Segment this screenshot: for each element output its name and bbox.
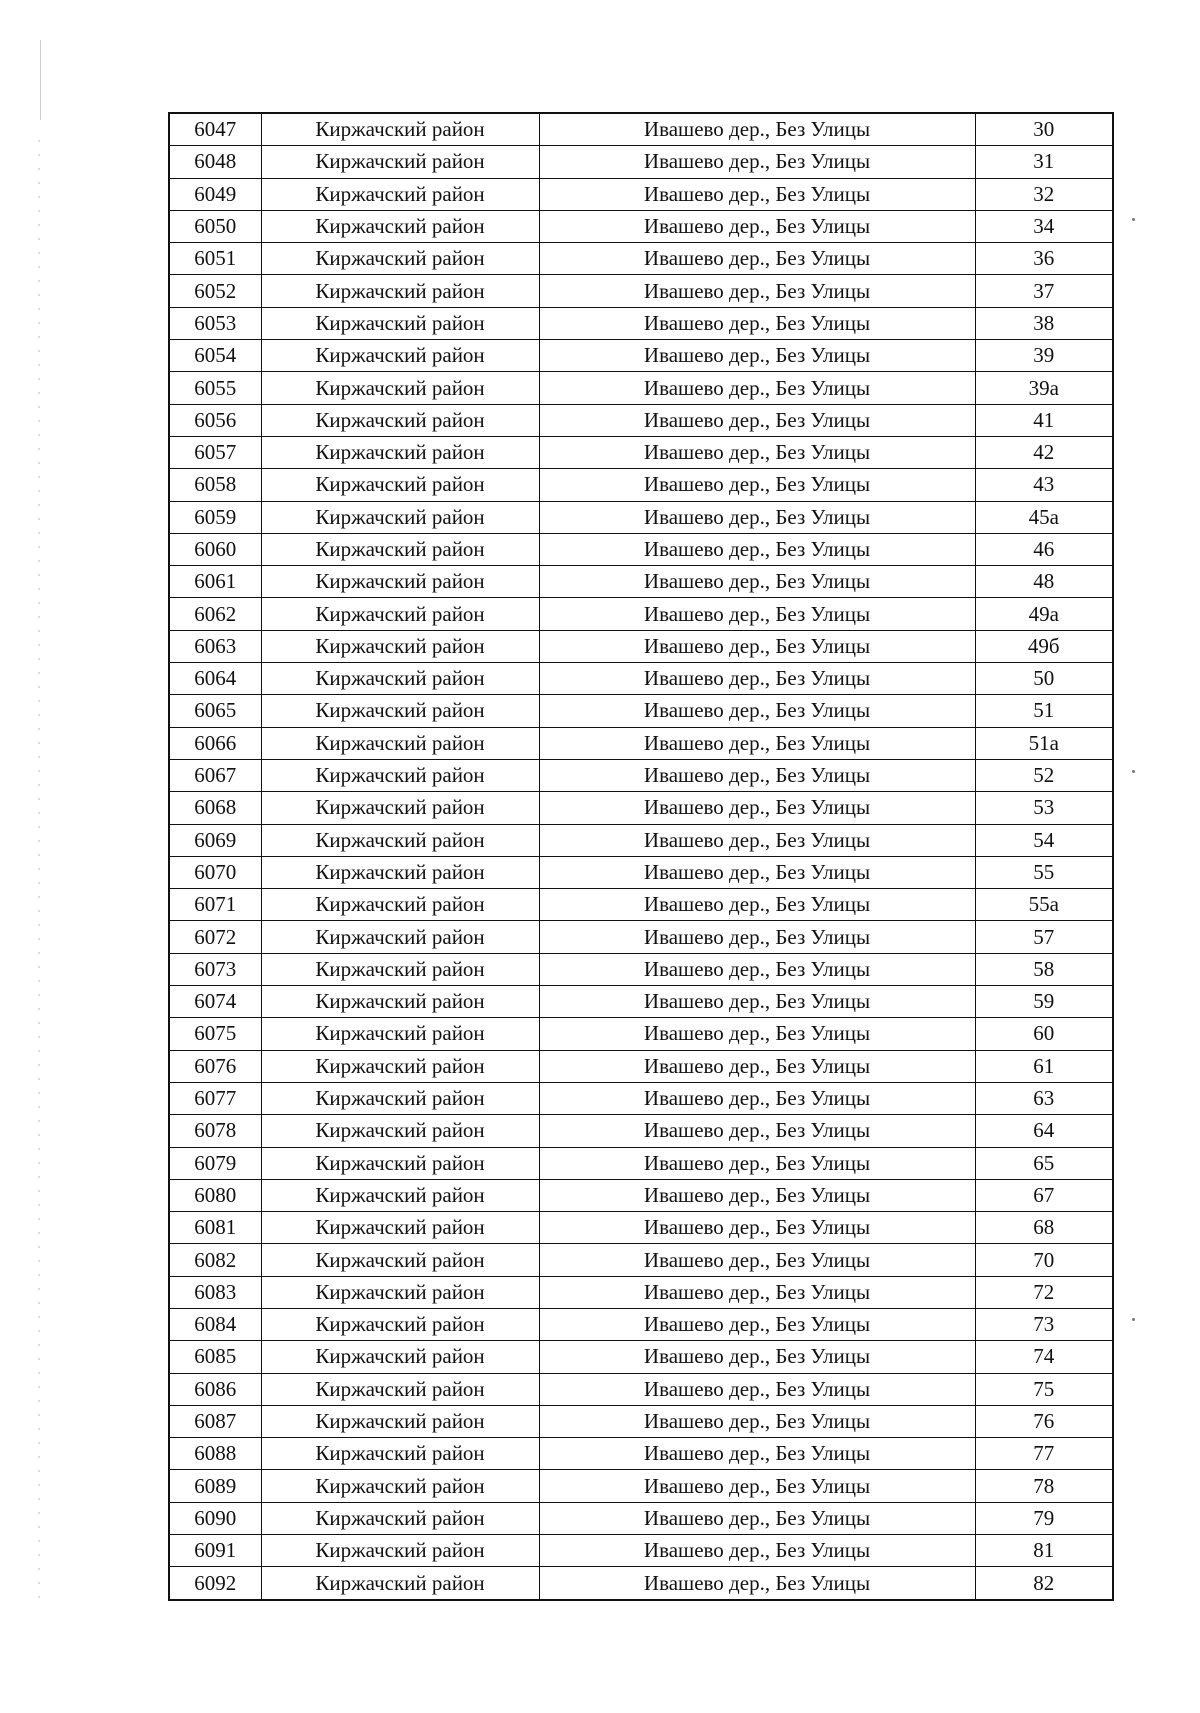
house-number-cell: 64 <box>975 1115 1113 1147</box>
address-cell: Ивашево дер., Без Улицы <box>539 1082 975 1114</box>
row-number-cell: 6078 <box>169 1115 261 1147</box>
district-cell: Киржачский район <box>261 210 539 242</box>
house-number-cell: 37 <box>975 275 1113 307</box>
house-number-cell: 75 <box>975 1373 1113 1405</box>
row-number-cell: 6089 <box>169 1470 261 1502</box>
house-number-cell: 82 <box>975 1567 1113 1600</box>
row-number-cell: 6092 <box>169 1567 261 1600</box>
row-number-cell: 6074 <box>169 986 261 1018</box>
district-cell: Киржачский район <box>261 469 539 501</box>
table-row <box>169 630 1113 662</box>
address-cell: Ивашево дер., Без Улицы <box>539 307 975 339</box>
district-cell: Киржачский район <box>261 953 539 985</box>
address-cell: Ивашево дер., Без Улицы <box>539 340 975 372</box>
table-row <box>169 178 1113 210</box>
table-row <box>169 1373 1113 1405</box>
district-cell: Киржачский район <box>261 340 539 372</box>
table-row <box>169 663 1113 695</box>
district-cell: Киржачский район <box>261 1082 539 1114</box>
house-number-cell: 73 <box>975 1308 1113 1340</box>
table-row <box>169 727 1113 759</box>
row-number-cell: 6090 <box>169 1502 261 1534</box>
house-number-cell: 57 <box>975 921 1113 953</box>
address-cell: Ивашево дер., Без Улицы <box>539 1147 975 1179</box>
district-cell: Киржачский район <box>261 1115 539 1147</box>
district-cell: Киржачский район <box>261 1244 539 1276</box>
address-cell: Ивашево дер., Без Улицы <box>539 1308 975 1340</box>
district-cell: Киржачский район <box>261 986 539 1018</box>
row-number-cell: 6081 <box>169 1212 261 1244</box>
district-cell: Киржачский район <box>261 598 539 630</box>
scan-speck <box>1132 1318 1135 1321</box>
table-row <box>169 856 1113 888</box>
row-number-cell: 6052 <box>169 275 261 307</box>
house-number-cell: 54 <box>975 824 1113 856</box>
house-number-cell: 46 <box>975 533 1113 565</box>
house-number-cell: 31 <box>975 146 1113 178</box>
address-table <box>168 112 1114 1601</box>
table-row <box>169 243 1113 275</box>
address-cell: Ивашево дер., Без Улицы <box>539 792 975 824</box>
district-cell: Киржачский район <box>261 243 539 275</box>
house-number-cell: 58 <box>975 953 1113 985</box>
row-number-cell: 6086 <box>169 1373 261 1405</box>
house-number-cell: 59 <box>975 986 1113 1018</box>
district-cell: Киржачский район <box>261 889 539 921</box>
table-row <box>169 759 1113 791</box>
table-row <box>169 113 1113 146</box>
address-cell: Ивашево дер., Без Улицы <box>539 1502 975 1534</box>
table-row <box>169 824 1113 856</box>
house-number-cell: 39а <box>975 372 1113 404</box>
row-number-cell: 6064 <box>169 663 261 695</box>
row-number-cell: 6053 <box>169 307 261 339</box>
house-number-cell: 68 <box>975 1212 1113 1244</box>
district-cell: Киржачский район <box>261 1179 539 1211</box>
district-cell: Киржачский район <box>261 1147 539 1179</box>
row-number-cell: 6075 <box>169 1018 261 1050</box>
row-number-cell: 6056 <box>169 404 261 436</box>
district-cell: Киржачский район <box>261 663 539 695</box>
table-row <box>169 372 1113 404</box>
table-row <box>169 792 1113 824</box>
table-row <box>169 598 1113 630</box>
row-number-cell: 6091 <box>169 1535 261 1567</box>
house-number-cell: 41 <box>975 404 1113 436</box>
table-row <box>169 275 1113 307</box>
row-number-cell: 6049 <box>169 178 261 210</box>
address-cell: Ивашево дер., Без Улицы <box>539 533 975 565</box>
house-number-cell: 65 <box>975 1147 1113 1179</box>
table-row <box>169 501 1113 533</box>
district-cell: Киржачский район <box>261 501 539 533</box>
table-row <box>169 340 1113 372</box>
house-number-cell: 74 <box>975 1341 1113 1373</box>
house-number-cell: 67 <box>975 1179 1113 1211</box>
district-cell: Киржачский район <box>261 1276 539 1308</box>
table-row <box>169 307 1113 339</box>
district-cell: Киржачский район <box>261 1535 539 1567</box>
address-cell: Ивашево дер., Без Улицы <box>539 210 975 242</box>
address-cell: Ивашево дер., Без Улицы <box>539 1244 975 1276</box>
address-cell: Ивашево дер., Без Улицы <box>539 243 975 275</box>
district-cell: Киржачский район <box>261 1050 539 1082</box>
address-cell: Ивашево дер., Без Улицы <box>539 1212 975 1244</box>
address-cell: Ивашево дер., Без Улицы <box>539 856 975 888</box>
row-number-cell: 6083 <box>169 1276 261 1308</box>
district-cell: Киржачский район <box>261 146 539 178</box>
district-cell: Киржачский район <box>261 436 539 468</box>
binding-line <box>40 40 41 120</box>
house-number-cell: 52 <box>975 759 1113 791</box>
house-number-cell: 49а <box>975 598 1113 630</box>
table-row <box>169 1567 1113 1600</box>
table-body <box>169 113 1113 1600</box>
row-number-cell: 6079 <box>169 1147 261 1179</box>
address-cell: Ивашево дер., Без Улицы <box>539 1050 975 1082</box>
address-cell: Ивашево дер., Без Улицы <box>539 1535 975 1567</box>
address-cell: Ивашево дер., Без Улицы <box>539 436 975 468</box>
house-number-cell: 81 <box>975 1535 1113 1567</box>
house-number-cell: 79 <box>975 1502 1113 1534</box>
row-number-cell: 6080 <box>169 1179 261 1211</box>
binding-holes <box>38 140 40 1600</box>
table-row <box>169 1018 1113 1050</box>
row-number-cell: 6062 <box>169 598 261 630</box>
house-number-cell: 36 <box>975 243 1113 275</box>
table-row <box>169 1179 1113 1211</box>
district-cell: Киржачский район <box>261 275 539 307</box>
table-row <box>169 953 1113 985</box>
house-number-cell: 60 <box>975 1018 1113 1050</box>
table-row <box>169 469 1113 501</box>
row-number-cell: 6084 <box>169 1308 261 1340</box>
row-number-cell: 6050 <box>169 210 261 242</box>
house-number-cell: 77 <box>975 1438 1113 1470</box>
address-cell: Ивашево дер., Без Улицы <box>539 695 975 727</box>
address-cell: Ивашево дер., Без Улицы <box>539 1115 975 1147</box>
district-cell: Киржачский район <box>261 1212 539 1244</box>
table-row <box>169 404 1113 436</box>
address-cell: Ивашево дер., Без Улицы <box>539 1405 975 1437</box>
district-cell: Киржачский район <box>261 1373 539 1405</box>
row-number-cell: 6061 <box>169 566 261 598</box>
district-cell: Киржачский район <box>261 566 539 598</box>
address-cell: Ивашево дер., Без Улицы <box>539 404 975 436</box>
row-number-cell: 6077 <box>169 1082 261 1114</box>
table-row <box>169 533 1113 565</box>
row-number-cell: 6063 <box>169 630 261 662</box>
row-number-cell: 6066 <box>169 727 261 759</box>
house-number-cell: 42 <box>975 436 1113 468</box>
house-number-cell: 55 <box>975 856 1113 888</box>
address-cell: Ивашево дер., Без Улицы <box>539 1179 975 1211</box>
table-row <box>169 146 1113 178</box>
district-cell: Киржачский район <box>261 759 539 791</box>
row-number-cell: 6085 <box>169 1341 261 1373</box>
row-number-cell: 6072 <box>169 921 261 953</box>
row-number-cell: 6060 <box>169 533 261 565</box>
house-number-cell: 63 <box>975 1082 1113 1114</box>
house-number-cell: 50 <box>975 663 1113 695</box>
table-row <box>169 1276 1113 1308</box>
house-number-cell: 53 <box>975 792 1113 824</box>
district-cell: Киржачский район <box>261 1438 539 1470</box>
district-cell: Киржачский район <box>261 695 539 727</box>
row-number-cell: 6067 <box>169 759 261 791</box>
row-number-cell: 6065 <box>169 695 261 727</box>
table-row <box>169 921 1113 953</box>
district-cell: Киржачский район <box>261 404 539 436</box>
address-cell: Ивашево дер., Без Улицы <box>539 727 975 759</box>
table-row <box>169 436 1113 468</box>
district-cell: Киржачский район <box>261 824 539 856</box>
house-number-cell: 76 <box>975 1405 1113 1437</box>
row-number-cell: 6071 <box>169 889 261 921</box>
address-cell: Ивашево дер., Без Улицы <box>539 1341 975 1373</box>
district-cell: Киржачский район <box>261 1502 539 1534</box>
row-number-cell: 6055 <box>169 372 261 404</box>
house-number-cell: 48 <box>975 566 1113 598</box>
house-number-cell: 34 <box>975 210 1113 242</box>
row-number-cell: 6069 <box>169 824 261 856</box>
row-number-cell: 6082 <box>169 1244 261 1276</box>
address-cell: Ивашево дер., Без Улицы <box>539 501 975 533</box>
district-cell: Киржачский район <box>261 307 539 339</box>
table-row <box>169 1244 1113 1276</box>
address-cell: Ивашево дер., Без Улицы <box>539 113 975 146</box>
district-cell: Киржачский район <box>261 533 539 565</box>
address-cell: Ивашево дер., Без Улицы <box>539 663 975 695</box>
house-number-cell: 51а <box>975 727 1113 759</box>
row-number-cell: 6058 <box>169 469 261 501</box>
row-number-cell: 6068 <box>169 792 261 824</box>
row-number-cell: 6054 <box>169 340 261 372</box>
address-cell: Ивашево дер., Без Улицы <box>539 921 975 953</box>
house-number-cell: 55а <box>975 889 1113 921</box>
address-cell: Ивашево дер., Без Улицы <box>539 1276 975 1308</box>
table-row <box>169 1115 1113 1147</box>
house-number-cell: 45а <box>975 501 1113 533</box>
house-number-cell: 61 <box>975 1050 1113 1082</box>
row-number-cell: 6088 <box>169 1438 261 1470</box>
row-number-cell: 6073 <box>169 953 261 985</box>
address-cell: Ивашево дер., Без Улицы <box>539 824 975 856</box>
address-cell: Ивашево дер., Без Улицы <box>539 598 975 630</box>
address-cell: Ивашево дер., Без Улицы <box>539 1018 975 1050</box>
address-cell: Ивашево дер., Без Улицы <box>539 889 975 921</box>
address-cell: Ивашево дер., Без Улицы <box>539 275 975 307</box>
house-number-cell: 38 <box>975 307 1113 339</box>
district-cell: Киржачский район <box>261 178 539 210</box>
table-row <box>169 1050 1113 1082</box>
house-number-cell: 78 <box>975 1470 1113 1502</box>
house-number-cell: 70 <box>975 1244 1113 1276</box>
address-cell: Ивашево дер., Без Улицы <box>539 469 975 501</box>
district-cell: Киржачский район <box>261 921 539 953</box>
row-number-cell: 6087 <box>169 1405 261 1437</box>
table-row <box>169 1147 1113 1179</box>
address-cell: Ивашево дер., Без Улицы <box>539 178 975 210</box>
house-number-cell: 51 <box>975 695 1113 727</box>
table-row <box>169 1212 1113 1244</box>
house-number-cell: 43 <box>975 469 1113 501</box>
table-row <box>169 210 1113 242</box>
district-cell: Киржачский район <box>261 1308 539 1340</box>
district-cell: Киржачский район <box>261 113 539 146</box>
table-row <box>169 1502 1113 1534</box>
scan-speck <box>1132 770 1135 773</box>
address-cell: Ивашево дер., Без Улицы <box>539 986 975 1018</box>
district-cell: Киржачский район <box>261 630 539 662</box>
district-cell: Киржачский район <box>261 856 539 888</box>
row-number-cell: 6057 <box>169 436 261 468</box>
table-row <box>169 986 1113 1018</box>
table-row <box>169 1082 1113 1114</box>
address-cell: Ивашево дер., Без Улицы <box>539 1373 975 1405</box>
row-number-cell: 6070 <box>169 856 261 888</box>
district-cell: Киржачский район <box>261 1567 539 1600</box>
table-row <box>169 1308 1113 1340</box>
table-row <box>169 1405 1113 1437</box>
house-number-cell: 32 <box>975 178 1113 210</box>
district-cell: Киржачский район <box>261 1341 539 1373</box>
address-cell: Ивашево дер., Без Улицы <box>539 953 975 985</box>
house-number-cell: 72 <box>975 1276 1113 1308</box>
address-cell: Ивашево дер., Без Улицы <box>539 372 975 404</box>
address-cell: Ивашево дер., Без Улицы <box>539 146 975 178</box>
address-cell: Ивашево дер., Без Улицы <box>539 759 975 791</box>
table-row <box>169 889 1113 921</box>
house-number-cell: 30 <box>975 113 1113 146</box>
address-cell: Ивашево дер., Без Улицы <box>539 1470 975 1502</box>
table-row <box>169 566 1113 598</box>
house-number-cell: 49б <box>975 630 1113 662</box>
scan-speck <box>1132 218 1135 221</box>
row-number-cell: 6051 <box>169 243 261 275</box>
table-row <box>169 1470 1113 1502</box>
address-cell: Ивашево дер., Без Улицы <box>539 1567 975 1600</box>
district-cell: Киржачский район <box>261 1405 539 1437</box>
table-row <box>169 1438 1113 1470</box>
table-row <box>169 695 1113 727</box>
district-cell: Киржачский район <box>261 792 539 824</box>
district-cell: Киржачский район <box>261 372 539 404</box>
district-cell: Киржачский район <box>261 1470 539 1502</box>
table-row <box>169 1341 1113 1373</box>
address-cell: Ивашево дер., Без Улицы <box>539 566 975 598</box>
district-cell: Киржачский район <box>261 1018 539 1050</box>
row-number-cell: 6076 <box>169 1050 261 1082</box>
row-number-cell: 6047 <box>169 113 261 146</box>
house-number-cell: 39 <box>975 340 1113 372</box>
row-number-cell: 6048 <box>169 146 261 178</box>
row-number-cell: 6059 <box>169 501 261 533</box>
table-row <box>169 1535 1113 1567</box>
address-cell: Ивашево дер., Без Улицы <box>539 1438 975 1470</box>
address-cell: Ивашево дер., Без Улицы <box>539 630 975 662</box>
district-cell: Киржачский район <box>261 727 539 759</box>
